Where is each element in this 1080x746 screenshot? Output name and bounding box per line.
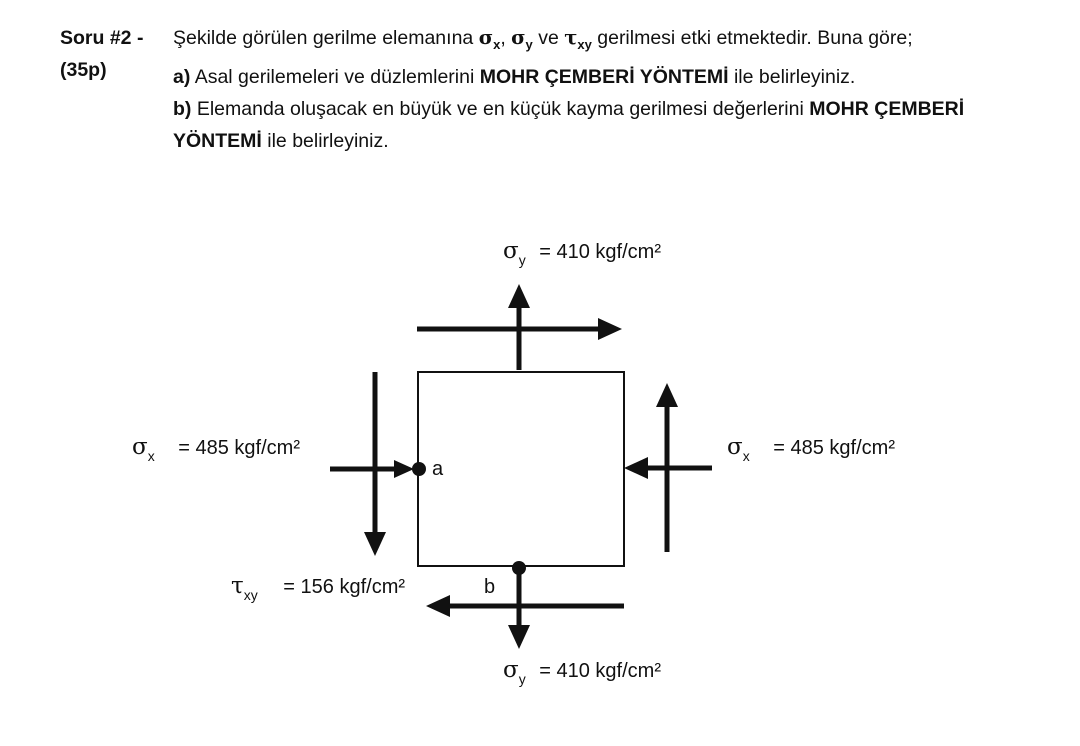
sigma-y-bottom-label: $\sigma_y = 410$ kgf/cm² bbox=[503, 657, 661, 687]
point-b-label: b bbox=[484, 576, 496, 598]
point-b-dot bbox=[512, 561, 526, 575]
stress-element-square bbox=[418, 372, 624, 566]
sigma-y-top-label: $\sigma_y = 410$ kgf/cm² bbox=[503, 238, 661, 268]
question-points: (35p) bbox=[60, 59, 107, 81]
question-label: Soru #2 - bbox=[60, 27, 144, 49]
tau-bottom-arrow bbox=[426, 595, 624, 617]
question-part-a: a) Asal gerilemeleri ve düzlemlerini MOHR ÇEMBERİ YÖNTEMİ ile belirleyiniz. bbox=[173, 66, 856, 88]
point-a-dot bbox=[412, 462, 426, 476]
question-part-b: b) Elemanda oluşacak en büyük ve en küçük kayma gerilmesi değerlerini MOHR ÇEMBERİ YÖNTEMİ ile belirleyiniz. bbox=[173, 98, 965, 152]
tau-xy-label: $\tau_{xy} = 156$ kgf/cm² bbox=[231, 573, 406, 603]
sigma-x-left-arrow bbox=[330, 460, 414, 478]
question-intro: Şekilde görülen gerilme elemanına $\sigma_x$, $\sigma_y$ ve $\tau_{xy}$ gerilmesi etki etmektedir. Buna göre; bbox=[173, 26, 913, 52]
tau-left-arrow bbox=[364, 372, 386, 556]
sigma-x-left-label: $\sigma_x = 485$ kgf/cm² bbox=[132, 434, 300, 464]
point-a-label: a bbox=[432, 458, 444, 480]
sigma-x-right-label: $\sigma_x = 485$ kgf/cm² bbox=[727, 434, 895, 464]
